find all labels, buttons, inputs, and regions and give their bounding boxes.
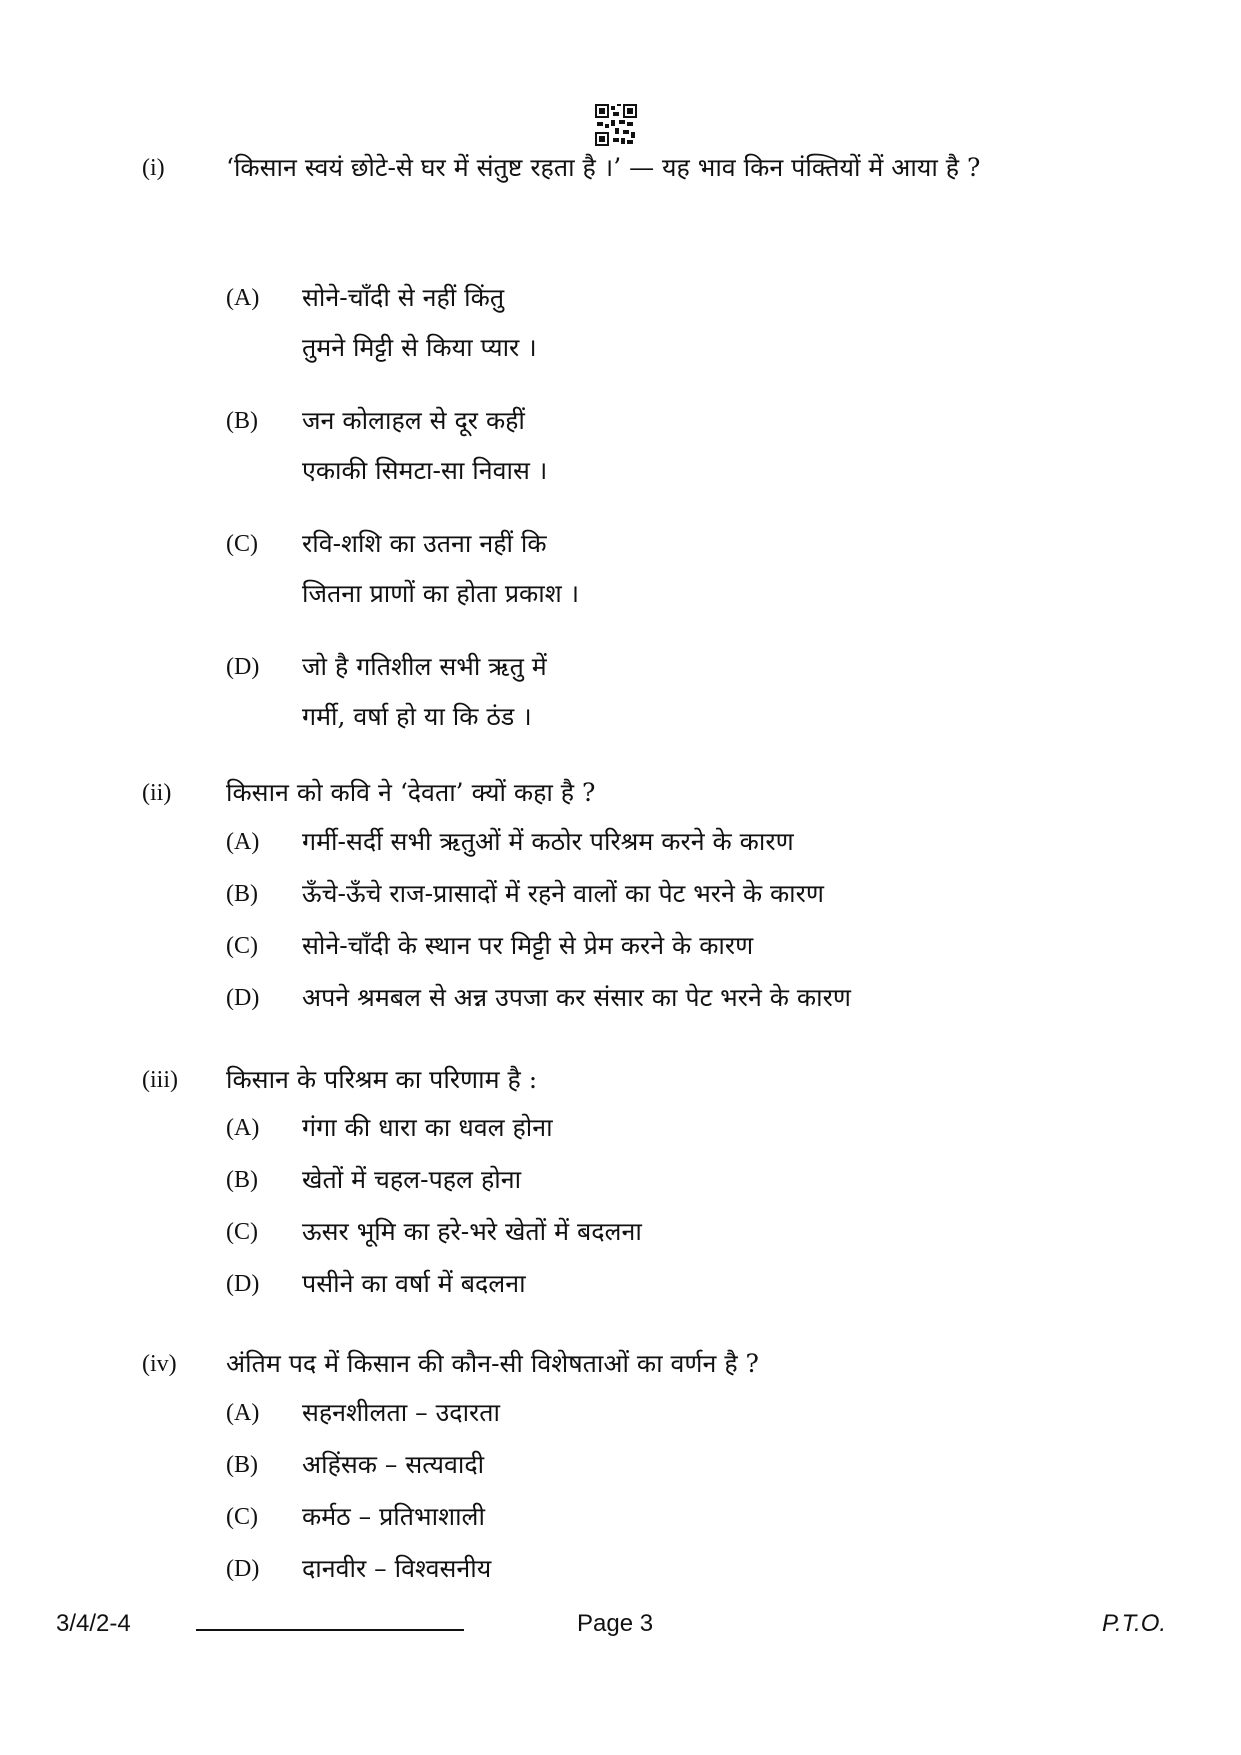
option-label: (A) <box>226 1115 260 1141</box>
option-label: (A) <box>226 829 260 855</box>
pto-label: P.T.O. <box>1102 1610 1167 1637</box>
option-line: अहिंसक – सत्यवादी <box>302 1450 485 1479</box>
question-text: अंतिम पद में किसान की कौन-सी विशेषताओं का वर्णन है ? <box>226 1349 759 1378</box>
option-line: ऊँचे-ऊँचे राज-प्रासादों में रहने वालों का पेट भरने के कारण <box>302 879 824 908</box>
option-line: गंगा की धारा का धवल होना <box>302 1113 553 1142</box>
footer-divider <box>196 1629 464 1631</box>
paper-code: 3/4/2-4 <box>56 1610 131 1637</box>
question-text: किसान को कवि ने ‘देवता’ क्यों कहा है ? <box>226 778 596 807</box>
option-line: गर्मी-सर्दी सभी ऋतुओं में कठोर परिश्रम करने के कारण <box>302 827 794 856</box>
option-line: जन कोलाहल से दूर कहीं <box>302 406 525 435</box>
option-label: (D) <box>226 985 260 1011</box>
option-line: जितना प्राणों का होता प्रकाश । <box>302 579 580 608</box>
qr-code-icon <box>595 104 637 146</box>
option-line: खेतों में चहल-पहल होना <box>302 1165 522 1194</box>
option-line: दानवीर – विश्वसनीय <box>302 1554 492 1583</box>
question-number: (iii) <box>142 1067 178 1093</box>
option-label: (A) <box>226 1400 260 1426</box>
option-line: एकाकी सिमटा-सा निवास । <box>302 456 548 485</box>
option-line: ऊसर भूमि का हरे-भरे खेतों में बदलना <box>302 1217 642 1246</box>
option-line: पसीने का वर्षा में बदलना <box>302 1269 526 1298</box>
option-line: सोने-चाँदी से नहीं किंतु <box>302 283 505 312</box>
option-line: कर्मठ – प्रतिभाशाली <box>302 1502 485 1531</box>
page-number: Page 3 <box>577 1610 654 1637</box>
option-label: (C) <box>226 531 258 557</box>
option-label: (D) <box>226 1271 260 1297</box>
option-label: (C) <box>226 1504 258 1530</box>
option-line: गर्मी, वर्षा हो या कि ठंड । <box>302 702 532 731</box>
option-label: (B) <box>226 1167 258 1193</box>
question-number: (ii) <box>142 780 172 806</box>
option-label: (B) <box>226 408 258 434</box>
question-number: (i) <box>142 155 165 181</box>
option-line: सहनशीलता – उदारता <box>302 1398 500 1427</box>
option-label: (B) <box>226 1452 258 1478</box>
option-label: (C) <box>226 933 258 959</box>
option-line: अपने श्रमबल से अन्न उपजा कर संसार का पेट भरने के कारण <box>302 983 851 1012</box>
option-line: सोने-चाँदी के स्थान पर मिट्टी से प्रेम करने के कारण <box>302 931 754 960</box>
option-line: तुमने मिट्टी से किया प्यार । <box>302 333 537 362</box>
question-number: (iv) <box>142 1351 177 1377</box>
question-text: ‘किसान स्वयं छोटे-से घर में संतुष्ट रहता है ।’ — यह भाव किन पंक्तियों में आया है ? <box>226 153 981 182</box>
option-label: (D) <box>226 1556 260 1582</box>
option-line: जो है गतिशील सभी ऋतु में <box>302 652 547 681</box>
question-text: किसान के परिश्रम का परिणाम है : <box>226 1065 538 1094</box>
option-label: (B) <box>226 881 258 907</box>
option-label: (A) <box>226 285 260 311</box>
option-label: (D) <box>226 654 260 680</box>
option-label: (C) <box>226 1219 258 1245</box>
option-line: रवि-शशि का उतना नहीं कि <box>302 529 547 558</box>
